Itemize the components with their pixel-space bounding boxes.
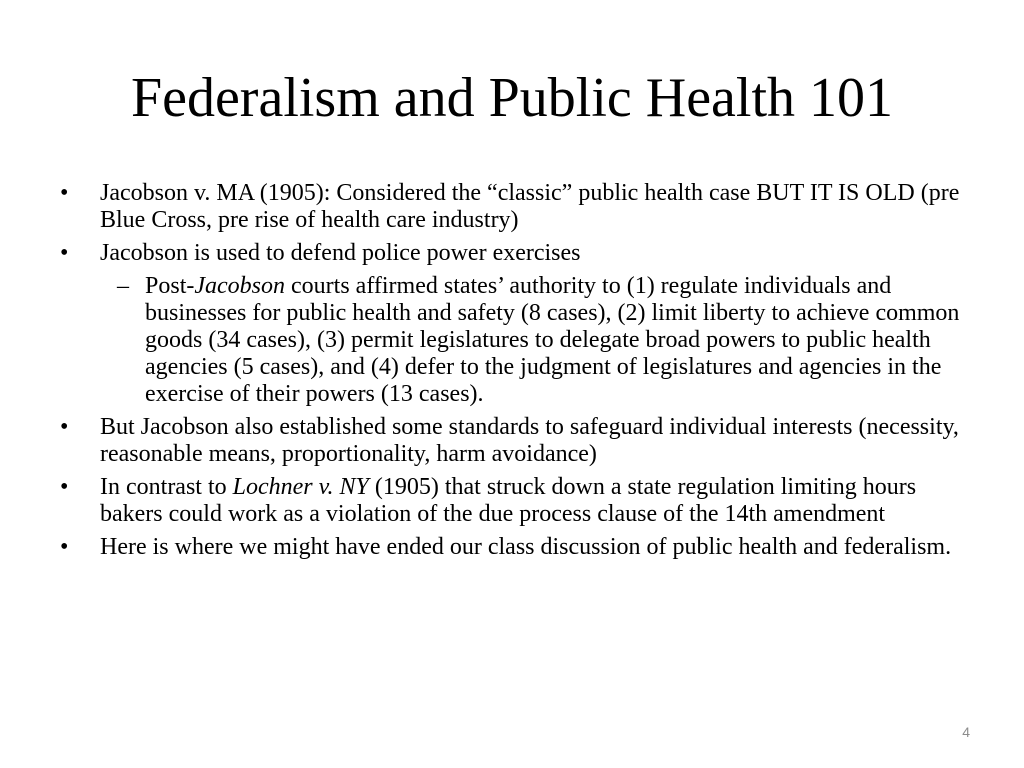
sub-bullet-rest: courts affirmed states’ authority to (1) regulate individuals and businesses for public health and safety (8 cases), (2) limit liberty to achieve common goods (34 cases), (3) permit legislatures to delegate broad powers to public health agencies (5 cases), and (4) defer to the judgment of legislatures and agencies in the exercise of their powers (13 cases). bbox=[145, 273, 960, 407]
bullet-icon: • bbox=[60, 534, 69, 560]
bullet-icon: • bbox=[60, 180, 69, 206]
bullet-text bbox=[100, 474, 916, 527]
slide-title: Federalism and Public Health 101 bbox=[130, 67, 894, 129]
bullet-icon: • bbox=[60, 240, 69, 266]
case-name-jacobson: Jacobson bbox=[194, 273, 286, 299]
bullet-icon: • bbox=[60, 414, 69, 440]
bullet-prefix: In contrast to bbox=[100, 474, 233, 500]
bullet-item-jacobson-ma bbox=[60, 180, 970, 234]
bullet-text: Jacobson is used to defend police power exercises bbox=[100, 240, 581, 266]
slide-body bbox=[60, 180, 970, 567]
bullet-text: But Jacobson also established some standards to safeguard individual interests (necessity, reasonable means, proportionality, harm avoidance) bbox=[100, 414, 959, 467]
bullet-item-conclusion bbox=[60, 534, 970, 561]
bullet-item-police-power bbox=[60, 240, 970, 267]
bullet-item-lochner bbox=[60, 474, 970, 528]
page-number: 4 bbox=[962, 724, 970, 740]
bullet-icon: • bbox=[60, 474, 69, 500]
bullet-text: Here is where we might have ended our class discussion of public health and federalism. bbox=[100, 534, 952, 560]
bullet-item-standards bbox=[60, 414, 970, 468]
dash-icon: – bbox=[117, 273, 129, 299]
case-name-lochner: Lochner v. NY bbox=[232, 474, 369, 500]
sub-bullet-post-jacobson bbox=[105, 273, 970, 408]
sub-bullet-text bbox=[145, 273, 959, 407]
bullet-rest: (1905) that struck down a state regulation limiting hours bakers could work as a violation of the due process clause of the 14th amendment bbox=[100, 474, 917, 527]
bullet-text: Jacobson v. MA (1905): Considered the “classic” public health case BUT IT IS OLD (pre Blue Cross, pre rise of health care industry) bbox=[100, 180, 960, 233]
sub-bullet-prefix: Post- bbox=[145, 273, 195, 299]
